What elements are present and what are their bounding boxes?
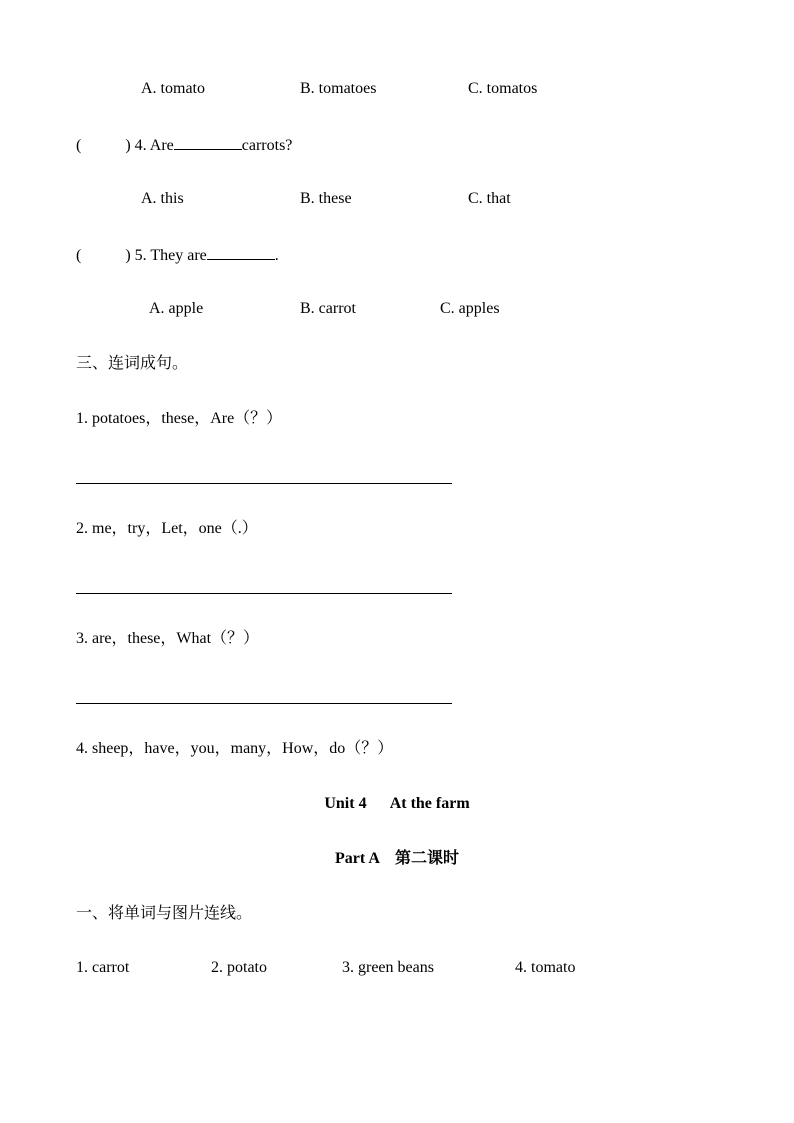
answer-line-1[interactable] [76,483,452,484]
q5-paren-open: ( [76,247,82,264]
q5-option-b: B. carrot [300,300,356,317]
section3-item-3: 3. are，these，What（？） [76,630,260,647]
word-3: 3. green beans [342,959,434,976]
section3-item-1: 1. potatoes，these，Are（？） [76,410,283,427]
q5-blank[interactable] [207,244,275,260]
section3-item-4: 4. sheep，have，you，many，How，do（？） [76,740,394,757]
word-1: 1. carrot [76,959,130,976]
q5-suffix: . [274,247,279,264]
q4-option-a: A. this [141,190,184,207]
section3-item-2: 2. me，try，Let，one（.） [76,520,258,537]
word-2: 2. potato [211,959,267,976]
answer-line-3[interactable] [76,703,452,704]
unit-title: Unit 4 At the farm [324,795,470,812]
q3-option-c: C. tomatos [468,80,538,97]
q4-paren-open: ( [76,137,82,154]
section1-heading: 一、将单词与图片连线。 [76,905,253,922]
q3-option-a: A. tomato [141,80,205,97]
word-4: 4. tomato [515,959,576,976]
q4-stem: ) 4. Are [125,137,174,154]
answer-line-2[interactable] [76,593,452,594]
q5-stem: ) 5. They are [125,247,207,264]
q4-blank[interactable] [174,134,242,150]
q4-option-b: B. these [300,190,352,207]
section3-heading: 三、连词成句。 [76,355,189,372]
q4-option-c: C. that [468,190,511,207]
q5-question [76,244,279,266]
q5-option-c: C. apples [440,300,500,317]
part-title: Part A 第二课时 [335,850,459,867]
q3-option-b: B. tomatoes [300,80,377,97]
q4-suffix: carrots? [241,137,293,154]
q5-option-a: A. apple [149,300,204,317]
q4-question [76,134,292,156]
